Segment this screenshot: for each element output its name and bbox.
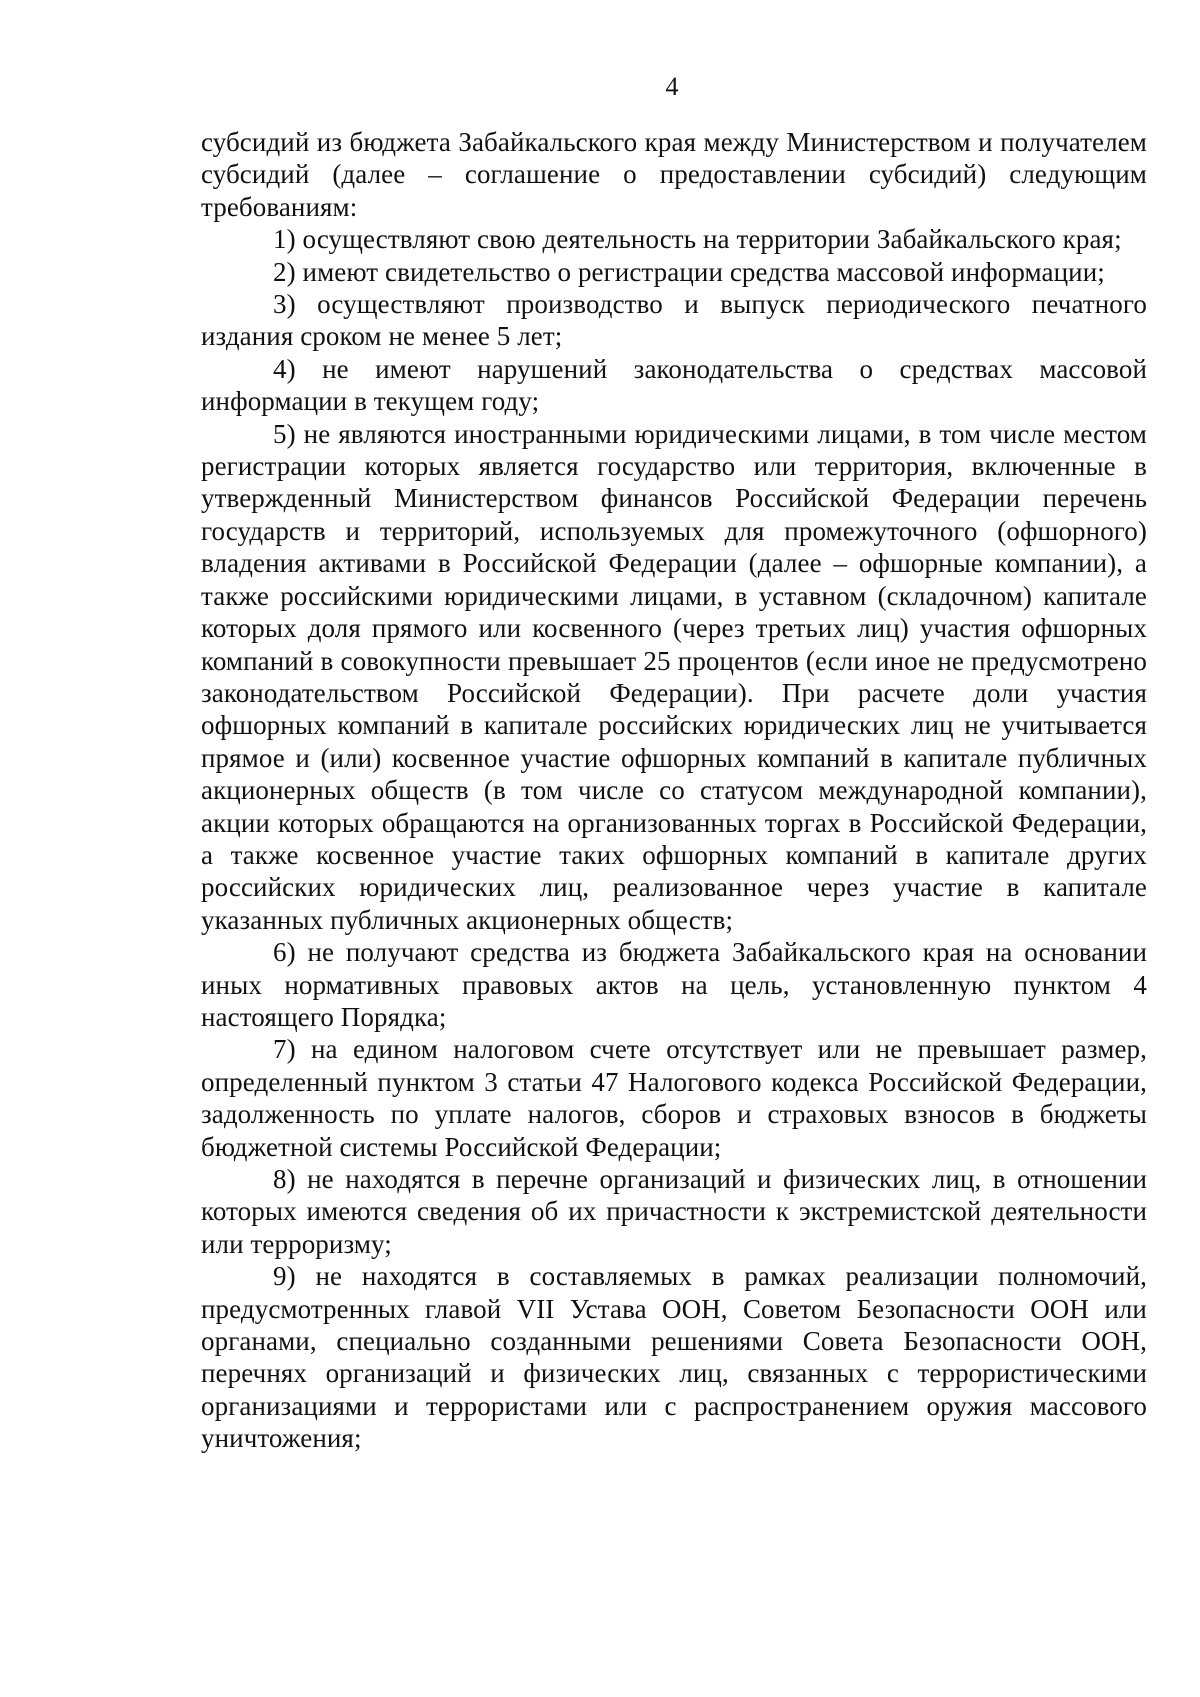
paragraph-item-6: 6) не получают средства из бюджета Забайкальского края на основании иных нормативных правовых актов на цель, установленную пунктом 4 настоящего Порядка; xyxy=(201,937,1147,1032)
document-body xyxy=(201,126,1147,1455)
paragraph-item-9: 9) не находятся в составляемых в рамках реализации полномочий, предусмотренных главой VII Устава ООН, Советом Безопасности ООН или органами, специально созданными решениями Совета Безопасности ООН, перечнях организаций и физических лиц, связанных с террористическими организациями и террористами или с распространением оружия массового уничтожения; xyxy=(201,1261,1147,1454)
paragraph-item-4: 4) не имеют нарушений законодательства о средствах массовой информации в текущем году; xyxy=(201,353,1147,417)
paragraph-item-8: 8) не находятся в перечне организаций и физических лиц, в отношении которых имеются сведения об их причастности к экстремистской деятельности или терроризму; xyxy=(201,1164,1147,1259)
page-number: 4 xyxy=(665,72,679,101)
paragraph-item-7: 7) на едином налоговом счете отсутствует или не превышает размер, определенный пунктом 3 статьи 47 Налогового кодекса Российской Федерации, задолженность по уплате налогов, сборов и страховых взносов в бюджеты бюджетной системы Российской Федерации; xyxy=(201,1034,1147,1162)
paragraph-item-3: 3) осуществляют производство и выпуск периодического печатного издания сроком не менее 5 лет; xyxy=(201,289,1147,352)
paragraph-item-5: 5) не являются иностранными юридическими лицами, в том числе местом регистрации которых является государство или территория, включенные в утвержденный Министерством финансов Российской Федерации перечень государств и территорий, используемых для промежуточного (офшорного) владения активами в Российской Федерации (далее – офшорные компании), а также российскими юридическими лицами, в уставном (складочном) капитале которых доля прямого или косвенного (через третьих лиц) участия офшорных компаний в совокупности превышает 25 процентов (если иное не предусмотрено законодательством Российской Федерации). При расчете доли участия офшорных компаний в капитале российских юридических лиц не учитывается прямое и (или) косвенное участие офшорных компаний в капитале публичных акционерных обществ (в том числе со статусом международной компании), акции которых обращаются на организованных торгах в Российской Федерации, а также косвенное участие таких офшорных компаний в капитале других российских юридических лиц, реализованное через участие в капитале указанных публичных акционерных обществ; xyxy=(201,418,1147,935)
paragraph-item-1: 1) осуществляют свою деятельность на территории Забайкальского края; xyxy=(273,224,1122,255)
paragraph-intro: субсидий из бюджета Забайкальского края между Министерством и получателем субсидий (далее – соглашение о предоставлении субсидий) следующим требованиям: xyxy=(201,127,1147,222)
paragraph-item-2: 2) имеют свидетельство о регистрации средства массовой информации; xyxy=(273,256,1105,287)
